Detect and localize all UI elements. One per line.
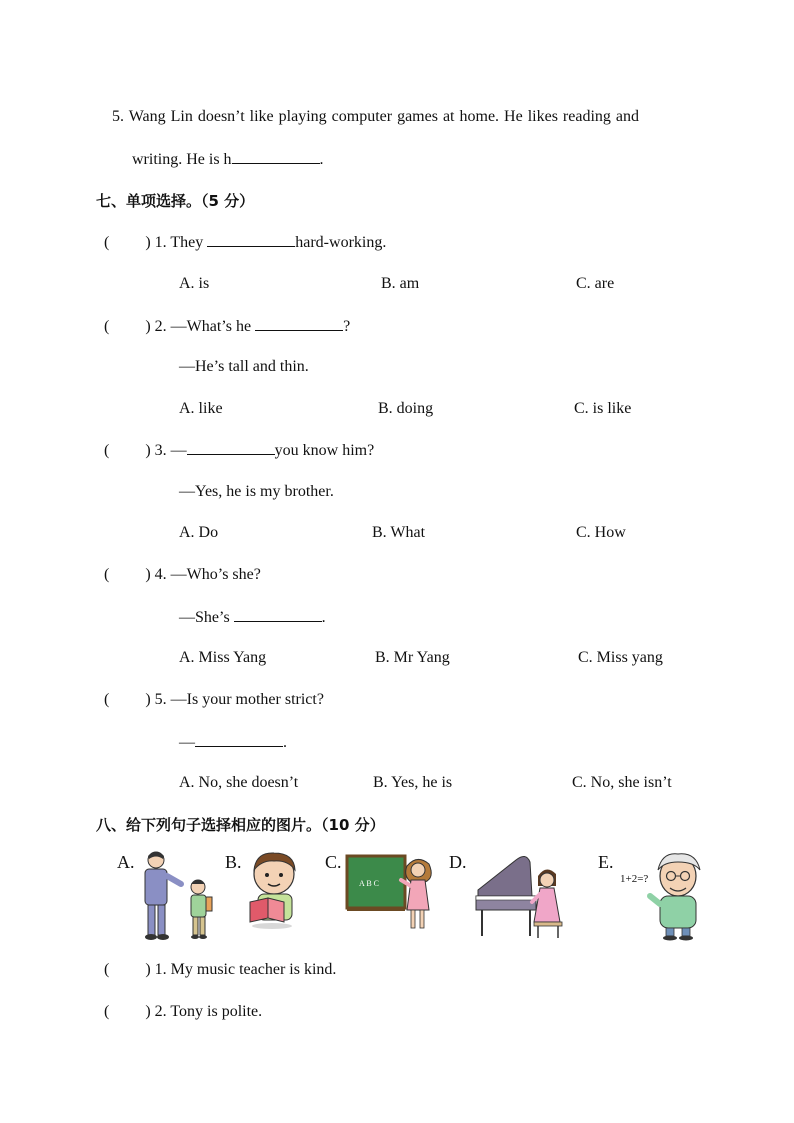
option-a: A. like: [179, 400, 223, 417]
reply-line: [179, 732, 287, 753]
question-number: 1.: [154, 961, 167, 978]
math-question-text: 1+2=?: [620, 873, 649, 885]
q5-text-post: .: [319, 151, 324, 168]
boy-reading-icon: [244, 850, 306, 930]
answer-paren-close: ): [145, 691, 151, 708]
picture-label-a: A.: [117, 852, 135, 872]
mc-question-5: [104, 690, 324, 710]
match-question-1: [104, 960, 336, 980]
answer-paren-close: ): [145, 566, 151, 583]
dialogue-dash: —: [179, 358, 195, 375]
answer-paren-close: ): [145, 318, 151, 335]
question-number: 4.: [154, 566, 167, 583]
question-text: Who’s she?: [186, 566, 261, 583]
dialogue-dash: —: [170, 442, 187, 459]
reply-text-post: .: [283, 734, 287, 751]
answer-blank[interactable]: [207, 232, 295, 247]
question-number: 5.: [154, 691, 167, 708]
question-text-post: ?: [343, 318, 351, 335]
q5-line2: [132, 149, 324, 170]
answer-paren-open: (: [104, 318, 110, 335]
option-b: B. Mr Yang: [375, 649, 450, 666]
picture-label-d: D.: [449, 852, 467, 872]
option-a: A. Miss Yang: [179, 649, 267, 666]
dialogue-dash: —: [179, 609, 195, 626]
answer-paren-open: (: [104, 961, 110, 978]
question-text: Tony is polite.: [170, 1003, 263, 1020]
teacher-at-blackboard-icon: [345, 852, 437, 932]
question-number: 2.: [154, 318, 167, 335]
question-number: 3.: [154, 442, 167, 459]
picture-label-c: C.: [325, 852, 342, 872]
option-b: B. Yes, he is: [373, 774, 453, 791]
answer-paren-open: (: [104, 234, 110, 251]
option-c: C. How: [576, 524, 626, 541]
man-and-boy-icon: [136, 850, 222, 942]
reply-text: Yes, he is my brother.: [195, 483, 334, 500]
answer-blank[interactable]: [195, 732, 283, 747]
match-question-2: [104, 1002, 262, 1022]
option-a: A. Do: [179, 524, 219, 541]
dialogue-dash: —: [179, 734, 195, 751]
q5-text-pre: writing. He is h: [132, 151, 232, 168]
answer-paren-open: (: [104, 566, 110, 583]
answer-paren-close: ): [145, 234, 151, 251]
option-b: B. am: [381, 275, 420, 292]
dialogue-dash: —: [170, 691, 187, 708]
dialogue-dash: —: [170, 318, 187, 335]
girl-playing-piano-icon: [472, 852, 570, 942]
question-number: 2.: [154, 1003, 167, 1020]
answer-blank[interactable]: [255, 316, 343, 331]
reply-text-pre: She’s: [195, 609, 234, 626]
q5-line1: [112, 107, 639, 127]
mc-question-1: [104, 232, 386, 253]
reply-line: [179, 357, 309, 377]
section8-title: 八、给下列句子选择相应的图片。（10 分）: [96, 816, 385, 834]
picture-label-b: B.: [225, 852, 242, 872]
option-c: C. Miss yang: [578, 649, 663, 666]
reply-line: [179, 607, 326, 628]
answer-paren-close: ): [145, 961, 151, 978]
question-text: My music teacher is kind.: [170, 961, 337, 978]
option-c: C. are: [576, 275, 615, 292]
q5-text: 5. Wang Lin doesn’t like playing computer games at home. He likes reading and: [112, 108, 639, 125]
board-text: A B C: [359, 879, 380, 888]
answer-blank[interactable]: [234, 607, 322, 622]
dialogue-dash: —: [179, 483, 195, 500]
option-c: C. No, she isn’t: [572, 774, 672, 791]
question-number: 1.: [154, 234, 167, 251]
reply-line: [179, 482, 334, 502]
question-text-post: hard-working.: [295, 234, 387, 251]
answer-paren-close: ): [145, 442, 151, 459]
option-b: B. doing: [378, 400, 434, 417]
picture-label-e: E.: [598, 852, 614, 872]
section7-title: 七、单项选择。（5 分）: [96, 192, 255, 210]
answer-paren-open: (: [104, 442, 110, 459]
answer-blank[interactable]: [232, 149, 320, 164]
mc-question-3: [104, 440, 374, 461]
answer-paren-open: (: [104, 691, 110, 708]
mc-question-4: [104, 565, 261, 585]
question-text-pre: What’s he: [186, 318, 256, 335]
question-text-pre: They: [170, 234, 208, 251]
question-text-post: you know him?: [274, 442, 375, 459]
option-a: A. is: [179, 275, 210, 292]
option-b: B. What: [372, 524, 426, 541]
dialogue-dash: —: [170, 566, 187, 583]
old-man-math-icon: [618, 852, 710, 942]
answer-blank[interactable]: [187, 440, 275, 455]
answer-paren-close: ): [145, 1003, 151, 1020]
question-text: Is your mother strict?: [186, 691, 324, 708]
reply-text-post: .: [321, 609, 326, 626]
option-c: C. is like: [574, 400, 632, 417]
option-a: A. No, she doesn’t: [179, 774, 299, 791]
reply-text: He’s tall and thin.: [195, 358, 309, 375]
mc-question-2: [104, 316, 350, 337]
answer-paren-open: (: [104, 1003, 110, 1020]
